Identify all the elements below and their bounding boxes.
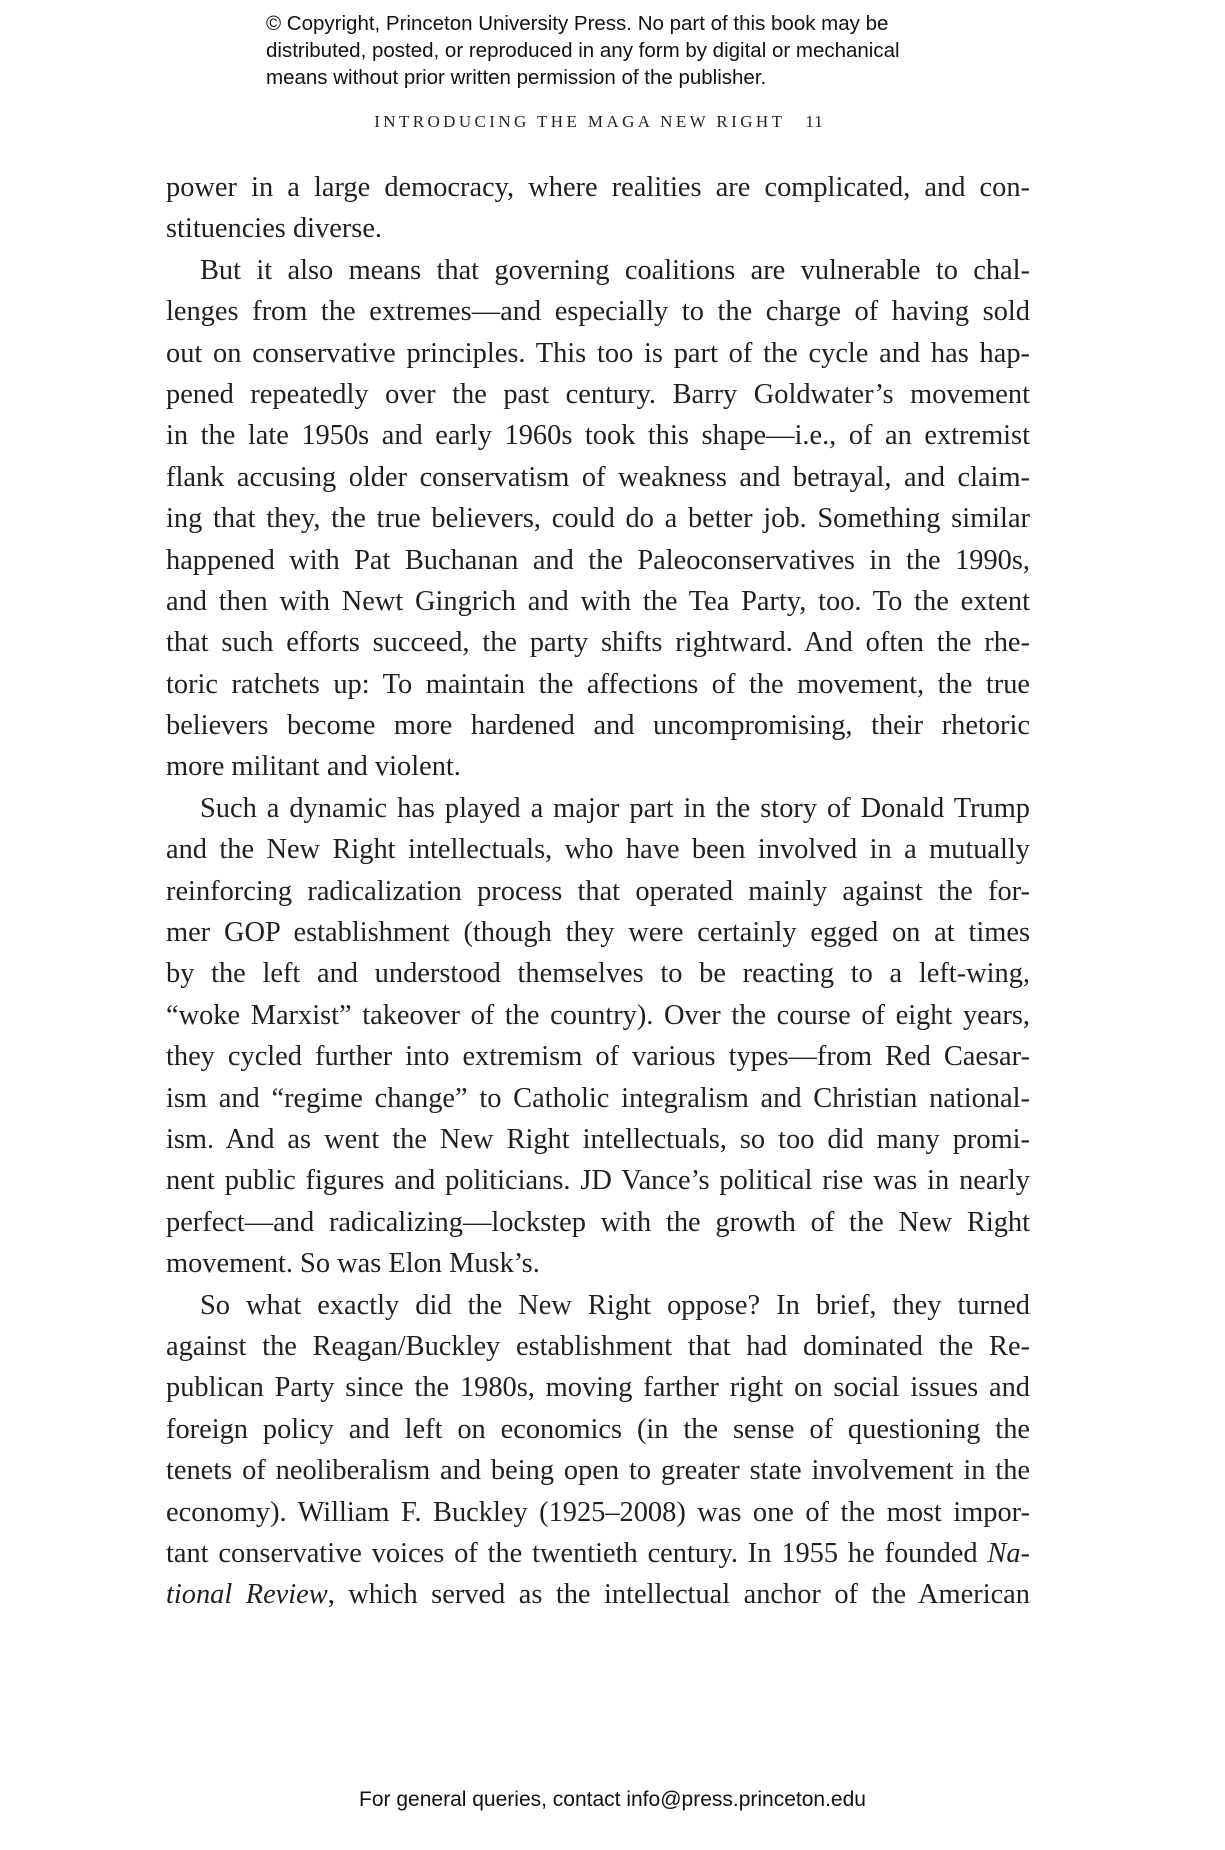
footer-contact: For general queries, contact info@press.princeton.edu xyxy=(359,1788,866,1811)
text-line: foreign policy and left on economics (in the sense of questioning the xyxy=(166,1413,1030,1445)
running-head xyxy=(166,112,1032,132)
text-line: publican Party since the 1980s, moving farther right on social issues and xyxy=(166,1372,1030,1404)
italic-title-fragment: tional Review xyxy=(166,1579,328,1611)
text-line: toric ratchets up: To maintain the affections of the movement, the true xyxy=(166,668,1030,700)
text-line: reinforcing radicalization process that operated mainly against the for- xyxy=(166,875,1030,907)
text-line: perfect—and radicalizing—lockstep with the growth of the New Right xyxy=(166,1206,1030,1238)
text-line: pened repeatedly over the past century. Barry Goldwater’s movement xyxy=(166,378,1030,410)
copyright-line: distributed, posted, or reproduced in any form by digital or mechanical xyxy=(266,39,900,62)
text-line: “woke Marxist” takeover of the country). Over the course of eight years, xyxy=(166,999,1030,1031)
text-fragment: tant conservative voices of the twentieth century. In 1955 he founded xyxy=(166,1537,988,1569)
text-line: lenges from the extremes—and especially to the charge of having sold xyxy=(166,296,1030,328)
text-line: by the left and understood themselves to be reacting to a left-wing, xyxy=(166,958,1030,990)
text-line: ing that they, the true believers, could do a better job. Something similar xyxy=(166,503,1030,535)
text-line: they cycled further into extremism of various types—from Red Caesar- xyxy=(166,1041,1030,1073)
text-line: mer GOP establishment (though they were certainly egged on at times xyxy=(166,917,1030,949)
text-line: and the New Right intellectuals, who have been involved in a mutually xyxy=(166,834,1030,866)
text-line: more militant and violent. xyxy=(166,751,461,783)
copyright-line: © Copyright, Princeton University Press. No part of this book may be xyxy=(266,12,889,35)
text-fragment: , which served as the intellectual anchor of the American xyxy=(327,1579,1030,1611)
copyright-notice xyxy=(266,10,1046,91)
text-line: Such a dynamic has played a major part in the story of Donald Trump xyxy=(200,792,1030,824)
copyright-line: means without prior written permission of the publisher. xyxy=(266,66,767,89)
text-line: out on conservative principles. This too is part of the cycle and has hap- xyxy=(166,337,1030,369)
text-line: economy). William F. Buckley (1925–2008) was one of the most impor- xyxy=(166,1496,1030,1528)
text-line: happened with Pat Buchanan and the Paleoconservatives in the 1990s, xyxy=(166,544,1030,576)
text-line xyxy=(166,1533,1030,1574)
text-line: power in a large democracy, where realities are complicated, and con- xyxy=(166,172,1030,203)
text-line: ism. And as went the New Right intellectuals, so too did many promi- xyxy=(166,1123,1030,1155)
text-line: But it also means that governing coalitions are vulnerable to chal- xyxy=(200,254,1030,286)
text-line: flank accusing older conservatism of weakness and betrayal, and claim- xyxy=(166,461,1030,493)
text-line: movement. So was Elon Musk’s. xyxy=(166,1248,540,1280)
italic-title-fragment: Na- xyxy=(987,1537,1030,1569)
running-head-title: INTRODUCING THE MAGA NEW RIGHT xyxy=(374,112,786,131)
body-text xyxy=(166,167,1030,1616)
text-line: ism and “regime change” to Catholic integralism and Christian national- xyxy=(166,1082,1030,1114)
text-line: believers become more hardened and uncompromising, their rhetoric xyxy=(166,710,1030,742)
text-line: stituencies diverse. xyxy=(166,213,383,245)
text-line: So what exactly did the New Right oppose? In brief, they turned xyxy=(200,1289,1030,1321)
text-line: tenets of neoliberalism and being open to greater state involvement in the xyxy=(166,1455,1030,1487)
text-line: against the Reagan/Buckley establishment that had dominated the Re- xyxy=(166,1330,1030,1362)
text-line: in the late 1950s and early 1960s took this shape—i.e., of an extremist xyxy=(166,420,1030,452)
text-line xyxy=(166,1574,1030,1615)
page-number: 11 xyxy=(805,112,824,131)
text-line: that such efforts succeed, the party shifts rightward. And often the rhe- xyxy=(166,627,1030,659)
text-line: nent public figures and politicians. JD Vance’s political rise was in nearly xyxy=(166,1165,1030,1197)
text-line: and then with Newt Gingrich and with the Tea Party, too. To the extent xyxy=(166,585,1030,617)
